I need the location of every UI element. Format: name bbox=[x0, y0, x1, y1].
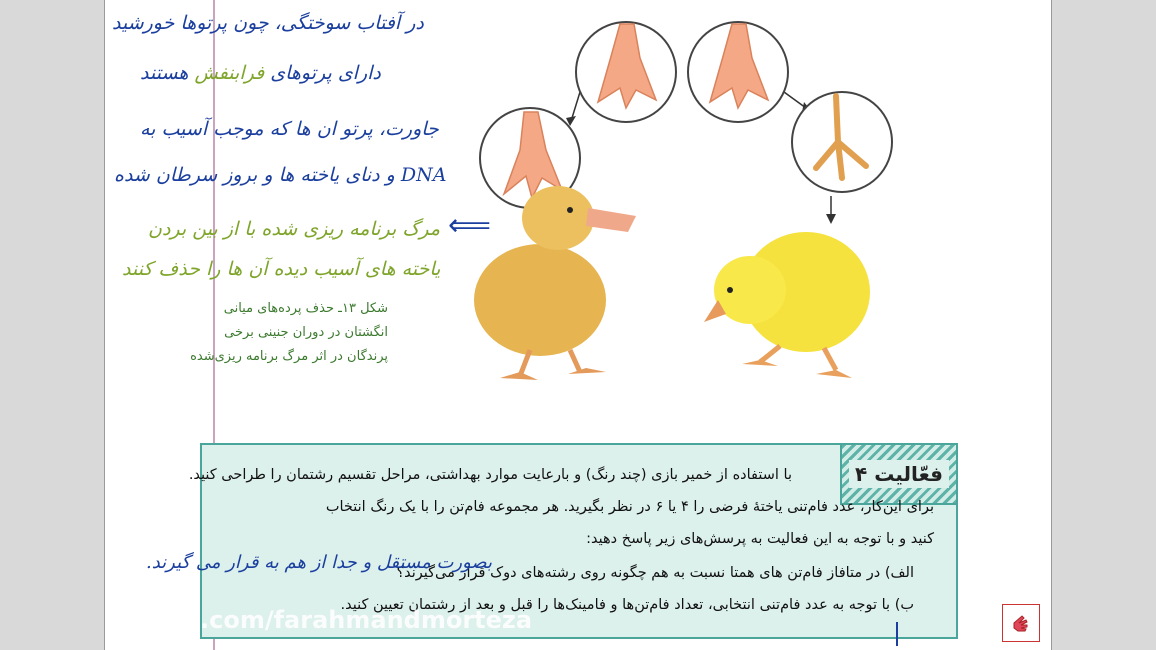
hand-pointer-icon bbox=[1010, 612, 1032, 634]
handwritten-line-5: مرگ برنامه ریزی شده با از بین بردن bbox=[148, 218, 441, 240]
arrow-left-down bbox=[572, 92, 580, 118]
activity-badge bbox=[840, 445, 956, 505]
chick-image bbox=[704, 232, 870, 378]
activity-line-3: کنید و با توجه به این فعالیت به پرسش‌های زیر پاسخ دهید: bbox=[586, 531, 934, 547]
handwritten-line-6: یاخته های آسیب دیده آن ها را حذف کنند bbox=[122, 258, 441, 280]
handwritten-green-word: فرابنفش bbox=[194, 62, 265, 84]
watermark-text: .com/farahmandmorteza bbox=[200, 606, 533, 634]
caption-line: انگشتان در دوران جنینی برخی bbox=[224, 325, 388, 340]
duckling-image bbox=[474, 186, 636, 380]
handwritten-line-1: در آفتاب سوختگی، چون پرتوها خورشید bbox=[112, 12, 424, 34]
handwritten-line-3: جاورت، پرتو ان ها که موجب آسیب به bbox=[140, 118, 439, 140]
activity-line-1: با استفاده از خمیر بازی (چند رنگ) و بارعایت موارد بهداشتی، مراحل تقسیم رشتمان را طراحی کنید. bbox=[188, 467, 792, 483]
caption-line: شکل ۱۳ـ حذف پرده‌های میانی bbox=[223, 301, 388, 316]
arrow-head bbox=[826, 214, 836, 224]
handwritten-arrow-icon: ⟸ bbox=[448, 208, 492, 243]
activity-line-2: برای این‌کار، عدد فام‌تنی یاختهٔ فرضی را ۴ یا ۶ در نظر بگیرید. هر مجموعه فام‌تن را با یک رنگ انتخاب bbox=[325, 499, 934, 515]
handwritten-line-2 bbox=[140, 62, 381, 84]
pointer-hand-button[interactable] bbox=[1002, 604, 1040, 642]
handwritten-line-2-pre: دارای پرتوهای bbox=[270, 62, 381, 84]
arrow-right-down bbox=[784, 92, 806, 108]
embryo-feet-illustration bbox=[460, 0, 920, 400]
figure-caption bbox=[190, 297, 388, 369]
handwritten-line-4: DNA و دنای یاخته ها و بروز سرطان شده bbox=[114, 164, 447, 186]
activity-question-a: الف) در متافاز فام‌تن های همتا نسبت به هم چگونه روی رشته‌های دوک قرار می‌گیرند؟ bbox=[396, 565, 914, 581]
activity-title: فعّالیت ۴ bbox=[849, 460, 949, 488]
caption-line: پرندگان در اثر مرگ برنامه ریزی‌شده bbox=[190, 349, 388, 364]
activity-question-b: ب) با توجه به عدد فام‌تنی انتخابی، تعداد فام‌تن‌ها و فامینک‌ها را قبل و بعد از رشتمان تعیین کنید. bbox=[340, 597, 914, 613]
handwritten-line-2-post: هستند bbox=[140, 62, 189, 84]
handwritten-tick bbox=[896, 622, 898, 646]
handwritten-answer: بصورت مستقل و جدا از هم به قرار می گیرند. bbox=[146, 552, 492, 573]
